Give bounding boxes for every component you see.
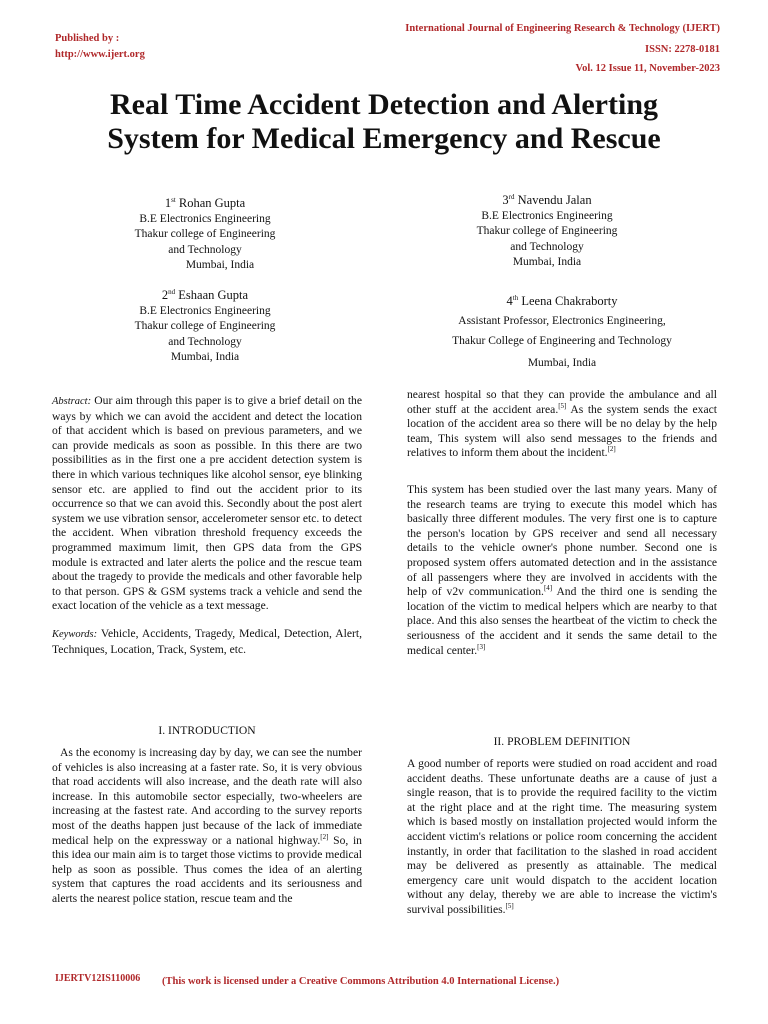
author-block-3: 3rd Navendu Jalan B.E Electronics Engineering Thakur college of Engineering and Technology Mumbai, India	[476, 192, 618, 268]
introduction-paragraph: As the economy is increasing day by day, we can see the number of vehicles is also increasing at a faster rate. So, it is very obvious that road accidents will also increase, and the death rate will also increase. In this automobile sector especially, two-wheelers are increasing at the fastest rate. And according to the survey reports most of the deaths happen just because of the lack of immediate medical help on the expressway or a national highway.[2] So, in this idea our main aim is to target those victims to provide medical help as soon as possible. Thus comes the idea of an alerting system that captures the road accidents and its seriousness and alerts the nearest police station, rescue team and the	[52, 746, 362, 905]
title-line-2: System for Medical Emergency and Rescue	[107, 122, 661, 155]
abstract	[52, 394, 362, 657]
author-name: Leena Chakraborty	[521, 294, 618, 308]
title-line-1: Real Time Accident Detection and Alerting	[110, 88, 658, 121]
author-block-4: 4th Leena Chakraborty Assistant Professor, Electronics Engineering, Thakur College of Engineering and Technology Mumbai, India	[452, 293, 672, 369]
paper-id: IJERTV12IS110006	[55, 973, 141, 984]
issn: ISSN: 2278-0181	[645, 44, 720, 55]
paper-title	[40, 88, 728, 156]
right-column-text	[407, 388, 717, 658]
author-name: Rohan Gupta	[178, 196, 246, 210]
paragraph: nearest hospital so that they can provide the ambulance and all other stuff at the accident area.[5] As the system sends the exact location of the accident area so there will be no delay by the help team, This system will also send messages to the friends and relatives to inform them about the incident.[2]	[407, 388, 717, 460]
author-name: Navendu Jalan	[517, 193, 592, 207]
published-by-label: Published by :	[55, 33, 120, 44]
keywords-label: Keywords:	[52, 628, 98, 640]
license-notice: (This work is licensed under a Creative Commons Attribution 4.0 International License.)	[162, 976, 560, 987]
volume-issue: Vol. 12 Issue 11, November-2023	[575, 63, 720, 74]
keywords-text: Vehicle, Accidents, Tragedy, Medical, Detection, Alert, Techniques, Location, Track, System, etc.	[52, 626, 362, 656]
publisher-url-link[interactable]: http://www.ijert.org	[55, 49, 145, 60]
abstract-text: Our aim through this paper is to give a brief detail on the ways by which we can avoid the accident and detect the location of that accident which is based on previous parameters, and we can provide medicals as soon as possible. In this there are two possibilities as in the first one a pre accident detection system is there in which various techniques like alcohol sensor, eye blinking sensor etc. are applied to find out the accident prior to its occurrence so that we can avoid this. Secondly about the post alert system we use vibration sensor, accelerometer sensor etc. to detect the accident. When vibration threshold frequency exceeds the programmed maximum limit, then GPS data from the GPS module is extracted and later alerts the police and the rescue team about the tragedy to provide the medicals and other favorable help to that person. GPS & GSM systems track a vehicle and send the exact location of the vehicle as a text message.	[52, 394, 363, 613]
citation: [2]	[320, 832, 329, 841]
section-heading-problem-definition: II. PROBLEM DEFINITION	[493, 735, 631, 748]
journal-name: International Journal of Engineering Research & Technology (IJERT)	[405, 23, 720, 34]
section-heading-introduction: I. INTRODUCTION	[158, 724, 256, 737]
paragraph: This system has been studied over the last many years. Many of the research teams are trying to execute this model which has basically three different modules. The very first one is to capture the person's location by GPS receiver and send all necessary details to the vehicle owner's phone number. Second one is proposed system offers automated detection and in the assistance of all passengers where they are involved in accidents with the help of v2v communication.[4] And the third one is sending the location of the victim to medical helpers which are nearby to that place. And this also senses the heartbeat of the victim to check the seriousness of the accident and it sends the same detail to the medical center.[3]	[407, 482, 717, 657]
author-block-1: 1st Rohan Gupta B.E Electronics Engineering Thakur college of Engineering and Technology Mumbai, India	[134, 195, 276, 271]
author-block-2: 2nd Eshaan Gupta B.E Electronics Engineering Thakur college of Engineering and Technology Mumbai, India	[134, 287, 276, 363]
author-name: Eshaan Gupta	[178, 288, 249, 302]
problem-definition-paragraph: A good number of reports were studied on road accident and road accident deaths. These unfortunate deaths are a cause of just a single reason, that is to provide the required facility to the victim at the right place and at the right time. The measuring system which is based mostly on installation projected would inform the accident victim's relations or police room concerning the accident instantly, in order that facilitation to the slashed in road accident may be delivered as presently as attainable. The medical emergency care unit would dispatch to the accident location without any delay, thereby we are able to increase the victim's survival possibilities.[5]	[407, 757, 717, 916]
abstract-label: Abstract:	[52, 396, 92, 407]
